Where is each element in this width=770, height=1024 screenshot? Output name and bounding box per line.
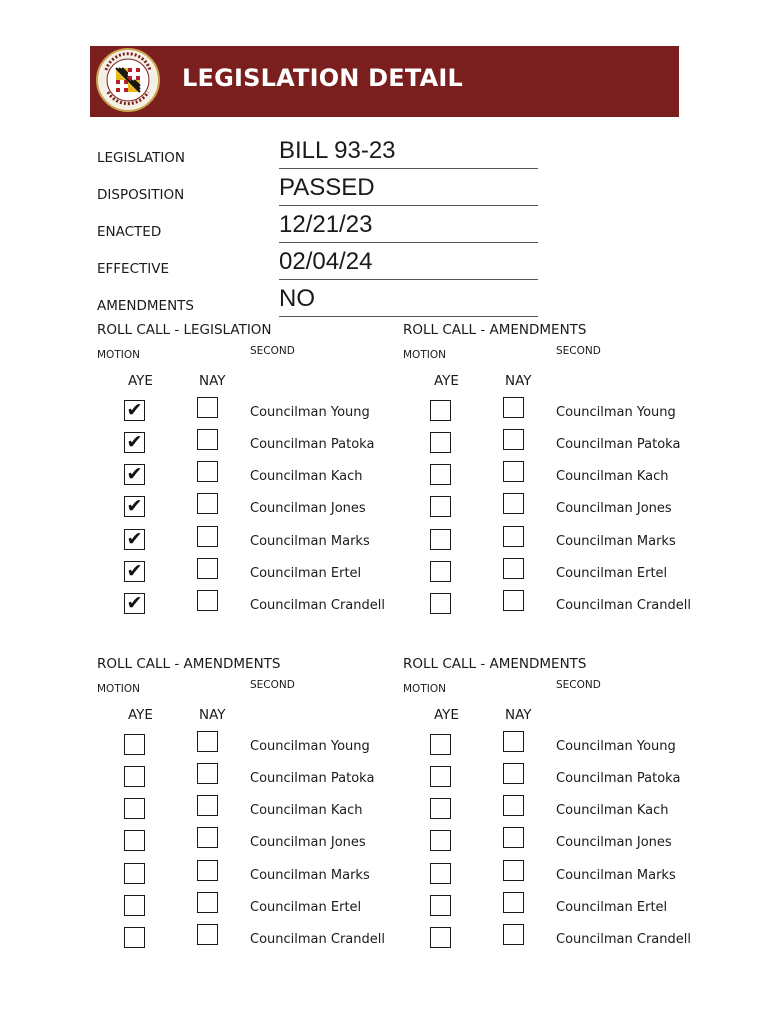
aye-checkbox[interactable]: [430, 830, 451, 851]
aye-checkbox[interactable]: [124, 895, 145, 916]
aye-checkbox[interactable]: [430, 464, 451, 485]
vote-row: [97, 895, 397, 925]
member-name: Councilman Kach: [250, 803, 363, 818]
page-title: LEGISLATION DETAIL: [182, 64, 463, 92]
aye-checkbox[interactable]: [430, 593, 451, 614]
member-name: Councilman Jones: [250, 835, 366, 850]
nay-checkbox[interactable]: [503, 429, 524, 450]
nay-checkbox[interactable]: [503, 827, 524, 848]
aye-checkbox[interactable]: [430, 496, 451, 517]
member-name: Councilman Jones: [250, 501, 366, 516]
vote-row: [97, 798, 397, 828]
vote-row: [403, 561, 703, 591]
member-name: Councilman Marks: [250, 534, 370, 549]
motion-label: MOTION: [403, 349, 446, 361]
field-value-amendments: NO: [279, 284, 538, 317]
nay-checkbox[interactable]: [503, 860, 524, 881]
nay-checkbox[interactable]: [197, 731, 218, 752]
nay-checkbox[interactable]: [503, 731, 524, 752]
second-label: SECOND: [250, 679, 295, 691]
aye-checkbox[interactable]: [124, 734, 145, 755]
member-name: Councilman Marks: [556, 534, 676, 549]
member-name: Councilman Patoka: [250, 771, 375, 786]
vote-row: [403, 464, 703, 494]
field-value-legislation: BILL 93-23: [279, 136, 538, 169]
nay-checkbox[interactable]: [197, 397, 218, 418]
aye-checkbox[interactable]: [430, 895, 451, 916]
member-name: Councilman Kach: [556, 469, 669, 484]
aye-column-header: AYE: [434, 707, 459, 723]
member-name: Councilman Kach: [250, 469, 363, 484]
member-name: Councilman Kach: [556, 803, 669, 818]
nay-checkbox[interactable]: [197, 892, 218, 913]
vote-row: [403, 830, 703, 860]
member-name: Councilman Crandell: [556, 598, 691, 613]
vote-row: [97, 766, 397, 796]
aye-checkbox[interactable]: ✔: [124, 432, 145, 453]
nay-checkbox[interactable]: [503, 795, 524, 816]
field-label-amendments: AMENDMENTS: [97, 298, 194, 314]
vote-row: [403, 593, 703, 623]
member-name: Councilman Ertel: [556, 900, 668, 915]
aye-checkbox[interactable]: [124, 927, 145, 948]
member-name: Councilman Marks: [250, 868, 370, 883]
nay-column-header: NAY: [199, 373, 226, 389]
aye-checkbox[interactable]: ✔: [124, 464, 145, 485]
section-title: ROLL CALL - AMENDMENTS: [97, 656, 281, 672]
motion-label: MOTION: [97, 683, 140, 695]
nay-checkbox[interactable]: [503, 397, 524, 418]
vote-row: [97, 830, 397, 860]
vote-row: [97, 593, 397, 623]
nay-checkbox[interactable]: [503, 558, 524, 579]
member-name: Councilman Ertel: [250, 900, 362, 915]
field-value-enacted: 12/21/23: [279, 210, 538, 243]
county-seal-logo: [96, 48, 160, 112]
field-label-enacted: ENACTED: [97, 224, 162, 240]
nay-checkbox[interactable]: [197, 461, 218, 482]
roll-call-section: [403, 656, 703, 966]
section-title: ROLL CALL - AMENDMENTS: [403, 322, 587, 338]
section-title: ROLL CALL - LEGISLATION: [97, 322, 272, 338]
aye-checkbox[interactable]: ✔: [124, 593, 145, 614]
nay-checkbox[interactable]: [197, 429, 218, 450]
motion-label: MOTION: [403, 683, 446, 695]
vote-row: [97, 529, 397, 559]
field-label-effective: EFFECTIVE: [97, 261, 170, 277]
vote-row: [403, 798, 703, 828]
nay-checkbox[interactable]: [197, 526, 218, 547]
vote-row: [97, 432, 397, 462]
aye-checkbox[interactable]: [430, 927, 451, 948]
aye-checkbox[interactable]: [124, 766, 145, 787]
second-label: SECOND: [556, 679, 601, 691]
aye-column-header: AYE: [434, 373, 459, 389]
second-label: SECOND: [250, 345, 295, 357]
nay-checkbox[interactable]: [503, 493, 524, 514]
aye-checkbox[interactable]: [124, 863, 145, 884]
nay-column-header: NAY: [505, 707, 532, 723]
vote-row: [97, 464, 397, 494]
nay-checkbox[interactable]: [503, 526, 524, 547]
vote-row: [403, 766, 703, 796]
vote-row: [403, 863, 703, 893]
section-title: ROLL CALL - AMENDMENTS: [403, 656, 587, 672]
nay-checkbox[interactable]: [197, 924, 218, 945]
aye-column-header: AYE: [128, 373, 153, 389]
roll-call-section: [403, 322, 703, 632]
nay-checkbox[interactable]: [197, 763, 218, 784]
nay-checkbox[interactable]: [197, 558, 218, 579]
aye-checkbox[interactable]: [124, 830, 145, 851]
member-name: Councilman Jones: [556, 835, 672, 850]
aye-checkbox[interactable]: ✔: [124, 400, 145, 421]
member-name: Councilman Ertel: [250, 566, 362, 581]
roll-call-section: [97, 322, 397, 632]
member-name: Councilman Patoka: [556, 437, 681, 452]
aye-checkbox[interactable]: [430, 561, 451, 582]
aye-checkbox[interactable]: [124, 798, 145, 819]
roll-call-section: [97, 656, 397, 966]
vote-row: [97, 561, 397, 591]
nay-column-header: NAY: [199, 707, 226, 723]
vote-row: [403, 432, 703, 462]
nay-checkbox[interactable]: [503, 590, 524, 611]
second-label: SECOND: [556, 345, 601, 357]
vote-row: [403, 927, 703, 957]
nay-checkbox[interactable]: [197, 827, 218, 848]
member-name: Councilman Young: [556, 739, 676, 754]
member-name: Councilman Crandell: [556, 932, 691, 947]
vote-row: [403, 496, 703, 526]
member-name: Councilman Crandell: [250, 598, 385, 613]
vote-row: [97, 927, 397, 957]
aye-checkbox[interactable]: [430, 734, 451, 755]
nay-checkbox[interactable]: [197, 590, 218, 611]
nay-checkbox[interactable]: [503, 763, 524, 784]
vote-row: [97, 496, 397, 526]
aye-checkbox[interactable]: [430, 798, 451, 819]
nay-checkbox[interactable]: [197, 493, 218, 514]
field-value-disposition: PASSED: [279, 173, 538, 206]
member-name: Councilman Young: [556, 405, 676, 420]
member-name: Councilman Patoka: [250, 437, 375, 452]
vote-row: [97, 400, 397, 430]
vote-row: [403, 400, 703, 430]
motion-label: MOTION: [97, 349, 140, 361]
vote-row: [403, 734, 703, 764]
member-name: Councilman Crandell: [250, 932, 385, 947]
aye-column-header: AYE: [128, 707, 153, 723]
nay-column-header: NAY: [505, 373, 532, 389]
vote-row: [403, 895, 703, 925]
vote-row: [403, 529, 703, 559]
field-value-effective: 02/04/24: [279, 247, 538, 280]
member-name: Councilman Young: [250, 405, 370, 420]
aye-checkbox[interactable]: [430, 766, 451, 787]
aye-checkbox[interactable]: [430, 863, 451, 884]
nay-checkbox[interactable]: [503, 461, 524, 482]
nay-checkbox[interactable]: [197, 860, 218, 881]
page-header: [90, 46, 679, 117]
nay-checkbox[interactable]: [503, 924, 524, 945]
nay-checkbox[interactable]: [503, 892, 524, 913]
member-name: Councilman Patoka: [556, 771, 681, 786]
aye-checkbox[interactable]: [430, 400, 451, 421]
field-label-legislation: LEGISLATION: [97, 150, 186, 166]
member-name: Councilman Marks: [556, 868, 676, 883]
vote-row: [97, 863, 397, 893]
member-name: Councilman Ertel: [556, 566, 668, 581]
aye-checkbox[interactable]: ✔: [124, 529, 145, 550]
aye-checkbox[interactable]: ✔: [124, 561, 145, 582]
aye-checkbox[interactable]: [430, 529, 451, 550]
aye-checkbox[interactable]: ✔: [124, 496, 145, 517]
field-label-disposition: DISPOSITION: [97, 187, 185, 203]
nay-checkbox[interactable]: [197, 795, 218, 816]
member-name: Councilman Jones: [556, 501, 672, 516]
member-name: Councilman Young: [250, 739, 370, 754]
aye-checkbox[interactable]: [430, 432, 451, 453]
vote-row: [97, 734, 397, 764]
